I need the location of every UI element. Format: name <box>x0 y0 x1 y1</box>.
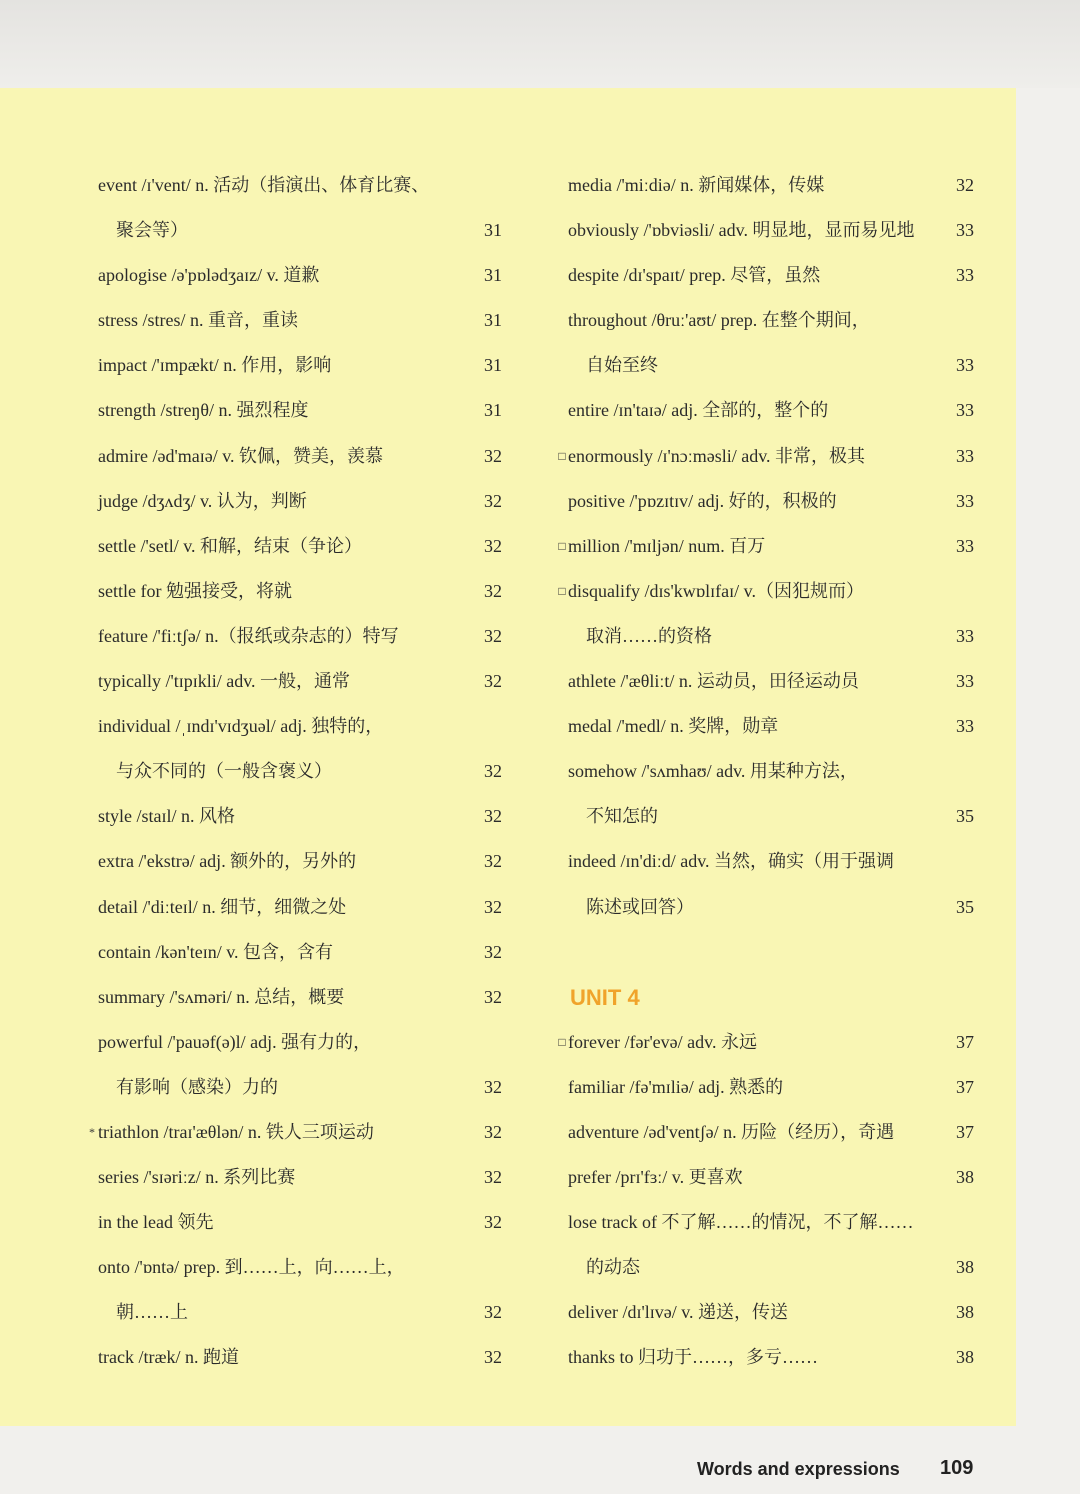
entry-page-number: 32 <box>484 580 502 601</box>
entry-text: judge /dʒʌdʒ/ v. 认为，判断 <box>98 490 307 511</box>
entry-page-number: 31 <box>484 265 502 286</box>
word-entry <box>556 208 974 253</box>
word-entry-continuation <box>556 343 974 388</box>
entry-text: lose track of 不了解……的情况，不了解…… <box>568 1212 914 1233</box>
entry-page-number: 33 <box>956 355 974 376</box>
word-entry <box>86 253 502 298</box>
entry-text: triathlon /traɪ'æθlən/ n. 铁人三项运动 <box>98 1121 374 1142</box>
word-entry <box>86 388 502 433</box>
entry-text: athlete /'æθliːt/ n. 运动员，田径运动员 <box>568 671 859 692</box>
entry-page-number: 32 <box>484 986 502 1007</box>
entry-page-number: 32 <box>484 941 502 962</box>
entry-text: obviously /'ɒbviəsli/ adv. 明显地，显而易见地 <box>568 220 915 241</box>
entry-text: strength /streŋθ/ n. 强烈程度 <box>98 400 309 421</box>
top-shadow <box>0 0 1080 88</box>
left-word-column <box>86 163 502 1381</box>
entry-marker: □ <box>558 538 566 553</box>
entry-page-number: 32 <box>484 761 502 782</box>
entry-text: throughout /θruː'aʊt/ prep. 在整个期间， <box>568 310 870 331</box>
entry-text: despite /dɪ'spaɪt/ prep. 尽管，虽然 <box>568 265 821 286</box>
entry-text: 自始至终 <box>586 355 658 376</box>
entry-text: 陈述或回答） <box>586 896 694 917</box>
word-entry-continuation <box>556 794 974 839</box>
word-entry <box>86 659 502 704</box>
word-entry <box>556 479 974 524</box>
entry-page-number: 33 <box>956 625 974 646</box>
entry-page-number: 32 <box>484 896 502 917</box>
entry-page-number: 35 <box>956 896 974 917</box>
entry-page-number: 32 <box>484 806 502 827</box>
entry-text: adventure /əd'ventʃə/ n. 历险（经历），奇遇 <box>568 1121 895 1142</box>
entry-marker: □ <box>558 1034 566 1049</box>
word-entry <box>86 839 502 884</box>
word-entry <box>86 1020 502 1065</box>
entry-text: familiar /fə'mɪliə/ adj. 熟悉的 <box>568 1076 784 1097</box>
entry-text: positive /'pɒzɪtɪv/ adj. 好的，积极的 <box>568 490 837 511</box>
word-entry <box>556 1155 974 1200</box>
word-entry <box>86 569 502 614</box>
entry-marker: * <box>89 1124 95 1139</box>
entry-page-number: 33 <box>956 671 974 692</box>
entry-page-number: 38 <box>956 1257 974 1278</box>
word-entry-continuation <box>556 885 974 930</box>
entry-page-number: 38 <box>956 1167 974 1188</box>
word-entry-continuation <box>86 749 502 794</box>
entry-page-number: 31 <box>484 220 502 241</box>
entry-page-number: 32 <box>484 535 502 556</box>
entry-page-number: 33 <box>956 265 974 286</box>
entry-page-number: 37 <box>956 1121 974 1142</box>
footer-section-title: Words and expressions <box>697 1459 900 1479</box>
entry-page-number: 38 <box>956 1302 974 1323</box>
entry-text: 的动态 <box>586 1257 640 1278</box>
word-entry-continuation <box>556 614 974 659</box>
word-entry-continuation <box>86 208 502 253</box>
entry-text: somehow /'sʌmhaʊ/ adv. 用某种方法， <box>568 761 858 782</box>
entry-text: typically /'tɪpɪkli/ adv. 一般，通常 <box>98 671 351 692</box>
unit-heading-row <box>556 975 974 1020</box>
entry-page-number: 33 <box>956 400 974 421</box>
entry-text: indeed /ɪn'diːd/ adv. 当然，确实（用于强调 <box>568 851 895 872</box>
entry-marker: □ <box>558 448 566 463</box>
entry-page-number: 32 <box>484 445 502 466</box>
entry-text: event /ɪ'vent/ n. 活动（指演出、体育比赛、 <box>98 175 430 195</box>
entry-text: onto /'ɒntə/ prep. 到……上，向……上， <box>98 1257 405 1278</box>
entry-page-number: 32 <box>484 1167 502 1188</box>
entry-text: settle for 勉强接受，将就 <box>98 580 292 601</box>
entry-text: 聚会等） <box>116 220 188 241</box>
word-entry <box>86 524 502 569</box>
entry-page-number: 35 <box>956 806 974 827</box>
word-entry <box>86 1200 502 1245</box>
entry-page-number: 32 <box>484 625 502 646</box>
entry-page-number: 31 <box>484 355 502 376</box>
entry-text: detail /'diːteɪl/ n. 细节，细微之处 <box>98 896 347 917</box>
right-word-column <box>556 163 974 1381</box>
entry-page-number: 33 <box>956 490 974 511</box>
word-entry <box>556 749 974 794</box>
entry-text: settle /'setl/ v. 和解，结束（争论） <box>98 535 363 556</box>
entry-text: 取消……的资格 <box>586 625 712 646</box>
entry-text: 有影响（感染）力的 <box>116 1076 278 1097</box>
entry-text: style /staɪl/ n. 风格 <box>98 806 235 827</box>
entry-page-number: 32 <box>956 175 974 195</box>
unit-heading: UNIT 4 <box>570 984 640 1010</box>
entry-text: track /træk/ n. 跑道 <box>98 1347 239 1368</box>
word-entry <box>556 1065 974 1110</box>
entry-page-number: 33 <box>956 445 974 466</box>
word-entry-continuation <box>556 1245 974 1290</box>
entry-text: extra /'ekstrə/ adj. 额外的，另外的 <box>98 851 357 872</box>
word-entry <box>556 1110 974 1155</box>
word-entry <box>86 1335 502 1380</box>
entry-text: apologise /ə'pɒlədʒaɪz/ v. 道歉 <box>98 265 320 286</box>
word-entry <box>556 1335 974 1380</box>
entry-text: deliver /dɪ'lɪvə/ v. 递送，传送 <box>568 1302 789 1323</box>
entry-text: disqualify /dɪs'kwɒlɪfaɪ/ v.（因犯规而） <box>568 580 864 601</box>
word-entry <box>86 885 502 930</box>
word-entry <box>86 479 502 524</box>
entry-page-number: 32 <box>484 671 502 692</box>
word-entry <box>86 434 502 479</box>
entry-text: individual /ˌɪndɪ'vɪdʒuəl/ adj. 独特的， <box>98 716 384 737</box>
word-entry <box>556 434 974 479</box>
entry-text: entire /ɪn'taɪə/ adj. 全部的，整个的 <box>568 400 829 421</box>
entry-page-number: 33 <box>956 716 974 737</box>
entry-text: feature /'fiːtʃə/ n.（报纸或杂志的）特写 <box>98 625 399 646</box>
word-entry <box>86 975 502 1020</box>
word-entry <box>556 1290 974 1335</box>
word-entry <box>556 1020 974 1065</box>
entry-text: in the lead 领先 <box>98 1212 214 1233</box>
word-entry <box>86 343 502 388</box>
word-entry <box>556 930 974 975</box>
word-entry <box>556 388 974 433</box>
word-entry <box>86 930 502 975</box>
entry-page-number: 33 <box>956 535 974 556</box>
entry-text: summary /'sʌməri/ n. 总结，概要 <box>98 986 345 1007</box>
entry-page-number: 38 <box>956 1347 974 1368</box>
entry-marker: □ <box>558 583 566 598</box>
word-entry <box>86 1245 502 1290</box>
word-entry <box>556 298 974 343</box>
word-entry-continuation <box>86 1290 502 1335</box>
word-entry <box>86 614 502 659</box>
entry-page-number: 32 <box>484 1212 502 1233</box>
entry-page-number: 31 <box>484 400 502 421</box>
entry-text: contain /kən'teɪn/ v. 包含，含有 <box>98 941 334 962</box>
entry-text: stress /stres/ n. 重音，重读 <box>98 310 298 331</box>
entry-text: medal /'medl/ n. 奖牌，勋章 <box>568 716 779 737</box>
word-entry <box>556 524 974 569</box>
word-entry <box>556 704 974 749</box>
word-entry <box>86 1155 502 1200</box>
entry-page-number: 32 <box>484 1076 502 1097</box>
entry-text: million /'mɪljən/ num. 百万 <box>568 535 766 556</box>
word-entry <box>556 569 974 614</box>
entry-page-number: 37 <box>956 1076 974 1097</box>
entry-text: enormously /ɪ'nɔːməsli/ adv. 非常，极其 <box>568 445 866 466</box>
entry-page-number: 32 <box>484 1121 502 1142</box>
entry-text: prefer /prɪ'fɜː/ v. 更喜欢 <box>568 1167 743 1188</box>
entry-page-number: 32 <box>484 851 502 872</box>
word-entry <box>556 659 974 704</box>
word-entry <box>86 298 502 343</box>
word-entry-continuation <box>86 1065 502 1110</box>
entry-text: 朝……上 <box>116 1302 188 1323</box>
entry-page-number: 37 <box>956 1031 974 1052</box>
entry-text: thanks to 归功于……，多亏…… <box>568 1347 818 1368</box>
entry-text: 不知怎的 <box>586 806 658 827</box>
word-entry <box>556 1200 974 1245</box>
footer-page-number: 109 <box>940 1457 974 1479</box>
entry-page-number: 31 <box>484 310 502 331</box>
word-entry <box>556 253 974 298</box>
entry-text: 与众不同的（一般含褒义） <box>116 761 332 782</box>
word-entry <box>86 704 502 749</box>
entry-text: impact /'ɪmpækt/ n. 作用，影响 <box>98 355 332 376</box>
entry-text: admire /əd'maɪə/ v. 钦佩，赞美，羡慕 <box>98 445 384 466</box>
entry-text: forever /fər'evə/ adv. 永远 <box>568 1031 757 1052</box>
word-entry <box>86 794 502 839</box>
word-entry <box>86 1110 502 1155</box>
word-entry <box>556 163 974 208</box>
entry-text: media /'miːdiə/ n. 新闻媒体，传媒 <box>568 175 825 195</box>
word-entry <box>556 839 974 884</box>
word-entry <box>86 163 502 208</box>
entry-text: series /'sɪəriːz/ n. 系列比赛 <box>98 1167 296 1188</box>
entry-page-number: 32 <box>484 490 502 511</box>
entry-page-number: 32 <box>484 1302 502 1323</box>
entry-page-number: 33 <box>956 220 974 241</box>
entry-page-number: 32 <box>484 1347 502 1368</box>
entry-text: powerful /'pauəf(ə)l/ adj. 强有力的， <box>98 1031 372 1052</box>
